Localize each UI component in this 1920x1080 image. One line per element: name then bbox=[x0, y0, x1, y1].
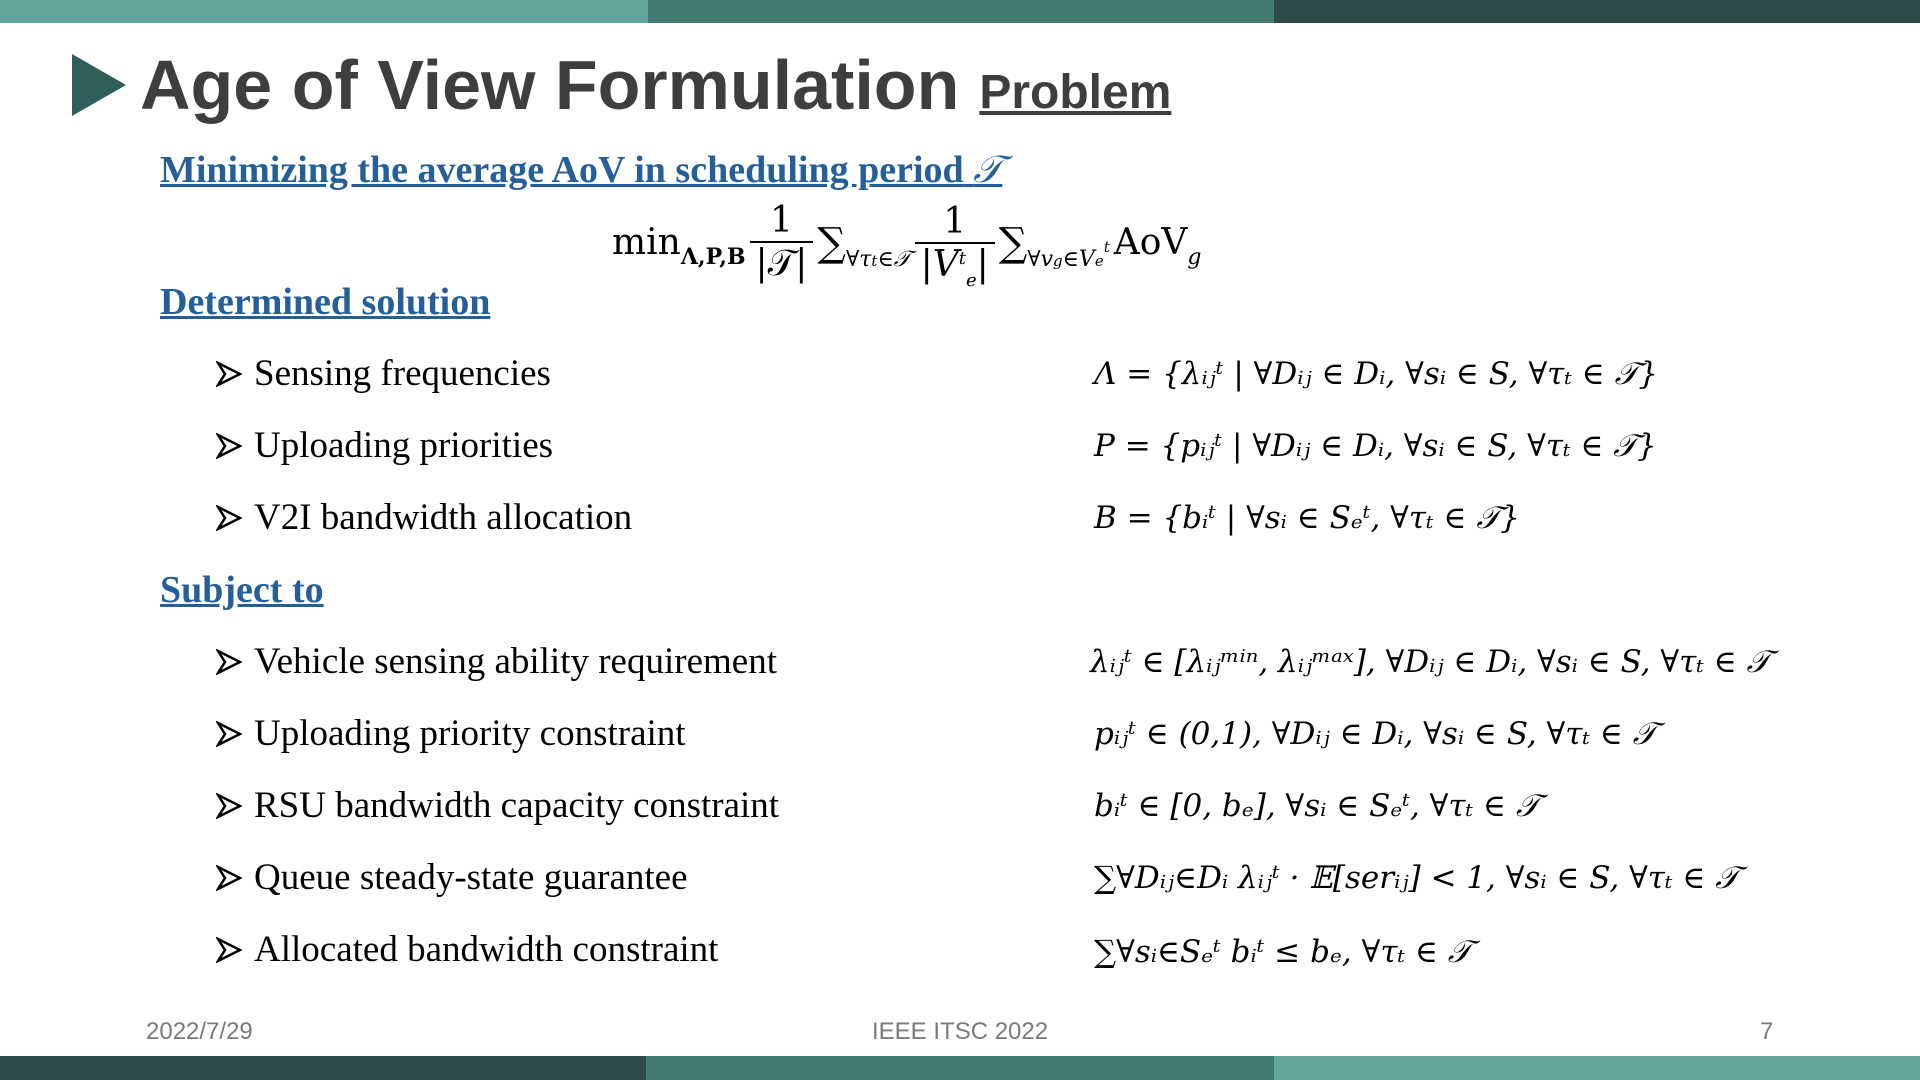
list-item bbox=[216, 856, 688, 899]
subject-to-heading: Subject to bbox=[160, 569, 324, 611]
arrow-bullet-icon bbox=[216, 937, 242, 963]
list-item bbox=[216, 784, 779, 827]
footer-conference: IEEE ITSC 2022 bbox=[872, 1018, 1049, 1045]
allocated-bandwidth-label: Allocated bandwidth constraint bbox=[254, 929, 719, 970]
slide-title: Age of View Formulation bbox=[140, 46, 960, 124]
priority-constraint-math: pᵢⱼᵗ ∈ (0,1), ∀Dᵢⱼ ∈ Dᵢ, ∀sᵢ ∈ S, ∀τₜ ∈ 𝒯 bbox=[1094, 716, 1657, 752]
list-item bbox=[216, 640, 777, 683]
bandwidth-allocation-label: V2I bandwidth allocation bbox=[254, 497, 633, 538]
objective-heading-symbol: 𝒯 bbox=[973, 149, 1003, 191]
sensing-frequencies-label: Sensing frequencies bbox=[254, 353, 551, 394]
allocated-bandwidth-math: ∑∀sᵢ∈Sₑᵗ bᵢᵗ ≤ bₑ, ∀τₜ ∈ 𝒯 bbox=[1094, 934, 1472, 970]
formula-aov: AoV$_g$ bbox=[1113, 222, 1202, 270]
list-item bbox=[216, 424, 553, 467]
formula-sum-b: $\sum_{\forall vg\in Ve^t}$ bbox=[998, 219, 1110, 272]
top-bar-segment-mid bbox=[648, 0, 1274, 23]
slide-subtitle: Problem bbox=[979, 65, 1172, 119]
uploading-priorities-math: P = {pᵢⱼᵗ | ∀Dᵢⱼ ∈ Dᵢ, ∀sᵢ ∈ S, ∀τₜ ∈ 𝒯} bbox=[1094, 428, 1657, 464]
objective-heading-text: Minimizing the average AoV in scheduling period bbox=[160, 149, 964, 191]
top-bar-segment-light bbox=[0, 0, 648, 23]
footer-page-number: 7 bbox=[1760, 1018, 1774, 1045]
priority-constraint-label: Uploading priority constraint bbox=[254, 713, 686, 754]
top-bar-segment-dark bbox=[1274, 0, 1920, 23]
formula-fraction-b: $\frac{1}{|V^t_e|}$ bbox=[915, 201, 995, 285]
formula-fraction-a: $\frac{1}{\text{|𝒯|}}$ bbox=[750, 200, 814, 285]
bottom-bar-segment-dark bbox=[0, 1056, 646, 1080]
determined-solution-heading: Determined solution bbox=[160, 281, 491, 323]
list-item bbox=[216, 712, 686, 755]
sensing-ability-label: Vehicle sensing ability requirement bbox=[254, 641, 777, 682]
list-item bbox=[216, 352, 551, 395]
bottom-bar-segment-mid bbox=[646, 1056, 1274, 1080]
rsu-capacity-label: RSU bandwidth capacity constraint bbox=[254, 785, 780, 826]
arrow-bullet-icon bbox=[216, 433, 242, 459]
sensing-ability-math: λᵢⱼᵗ ∈ [λᵢⱼᵐⁱⁿ, λᵢⱼᵐᵃˣ], ∀Dᵢⱼ ∈ Dᵢ, ∀sᵢ ∈ S, ∀τₜ ∈ 𝒯 bbox=[1090, 644, 1771, 680]
triangle-bullet-icon bbox=[72, 54, 126, 116]
bottom-bar-segment-light bbox=[1274, 1056, 1920, 1080]
objective-formula bbox=[612, 200, 1202, 291]
arrow-bullet-icon bbox=[216, 505, 242, 531]
formula-sum-a: $\sum_{\forall\tau t\in 𝒯}$ bbox=[817, 219, 911, 272]
bandwidth-allocation-math: B = {bᵢᵗ | ∀sᵢ ∈ Sₑᵗ, ∀τₜ ∈ 𝒯} bbox=[1094, 500, 1520, 536]
sensing-frequencies-math: Λ = {λᵢⱼᵗ | ∀Dᵢⱼ ∈ Dᵢ, ∀sᵢ ∈ S, ∀τₜ ∈ 𝒯} bbox=[1094, 356, 1659, 392]
queue-steady-state-label: Queue steady-state guarantee bbox=[254, 857, 688, 898]
list-item bbox=[216, 496, 632, 539]
arrow-bullet-icon bbox=[216, 793, 242, 819]
top-color-bar bbox=[0, 0, 1920, 23]
uploading-priorities-label: Uploading priorities bbox=[254, 425, 554, 466]
arrow-bullet-icon bbox=[216, 649, 242, 675]
footer-date: 2022/7/29 bbox=[146, 1018, 253, 1045]
slide-title-area bbox=[72, 40, 1171, 130]
formula-min: $\min_{\Lambda,P,B}$ bbox=[612, 222, 746, 270]
arrow-bullet-icon bbox=[216, 865, 242, 891]
list-item bbox=[216, 928, 718, 971]
objective-heading bbox=[160, 148, 1002, 192]
arrow-bullet-icon bbox=[216, 361, 242, 387]
arrow-bullet-icon bbox=[216, 721, 242, 747]
queue-steady-state-math: ∑∀Dᵢⱼ∈Dᵢ λᵢⱼᵗ · 𝔼[serᵢⱼ] < 1, ∀sᵢ ∈ S, ∀τₜ ∈ 𝒯 bbox=[1094, 860, 1739, 896]
bottom-color-bar bbox=[0, 1056, 1920, 1080]
rsu-capacity-math: bᵢᵗ ∈ [0, bₑ], ∀sᵢ ∈ Sₑᵗ, ∀τₜ ∈ 𝒯 bbox=[1094, 788, 1540, 824]
